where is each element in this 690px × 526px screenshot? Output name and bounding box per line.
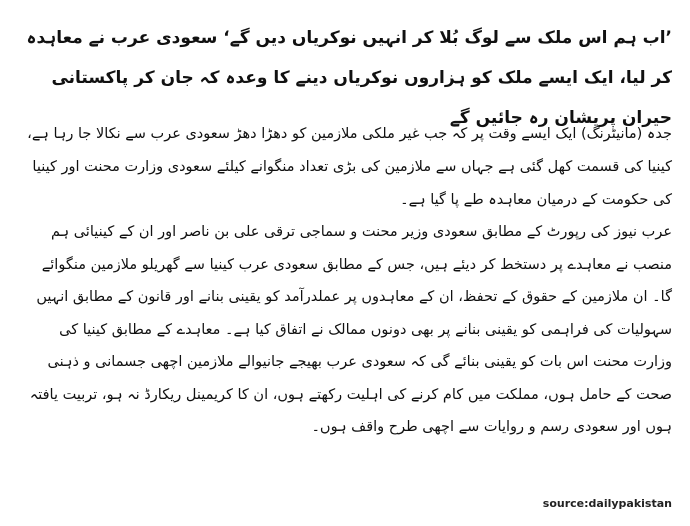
article-paragraph: عرب نیوز کی رپورٹ کے مطابق سعودی وزیر محنت و سماجی ترقی علی بن ناصر اور ان کے کینیائی ہم منصب نے معاہدے پر دستخط کر دیئے ہیں، جس کے مطابق سعودی عرب کینیا سے گھریلو ملازمین منگوائے گا۔ ان ملازمین کے حقوق کے تحفظ، ان کے معاہدوں پر عملدرآمد کو یقینی بنانے اور قانون کے مطابق انہیں سہولیات کی فراہمی کو یقینی بنانے پر بھی دونوں ممالک نے اتفاق کیا ہے۔ معاہدے کے مطابق کینیا کی وزارت محنت اس بات کو یقینی بنائے گی کہ سعودی عرب بھیجے جانیوالے ملازمین اچھی جسمانی و ذہنی صحت کے حامل ہوں، مملکت میں کام کرنے کی اہلیت رکھتے ہوں، ان کا کریمینل ریکارڈ نہ ہو، تربیت یافتہ ہوں اور سعودی رسم و روایات سے اچھی طرح واقف ہوں۔ <box>29 224 672 435</box>
article-headline: ’اب ہم اس ملک سے لوگ بُلا کر انہیں نوکریاں دیں گے‘ سعودی عرب نے معاہدہ کر لیا، ایک ایسے ملک کو ہزاروں نوکریاں دینے کا وعدہ کہ جان کر پاکستانی حیران پریشان رہ جائیں گے <box>26 28 672 128</box>
source-credit: source:dailypakistan <box>542 497 672 510</box>
article-paragraph: جدہ (مانیٹرنگ) ایک ایسے وقت پر کہ جب غیر ملکی ملازمین کو دھڑا دھڑ سعودی عرب سے نکالا جا رہا ہے، کینیا کی قسمت کھل گئی ہے جہاں سے ملازمین کی بڑی تعداد منگوانے کیلئے سعودی وزارت محنت اور کینیا کی حکومت کے درمیان معاہدہ طے پا گیا ہے۔ <box>27 126 672 208</box>
